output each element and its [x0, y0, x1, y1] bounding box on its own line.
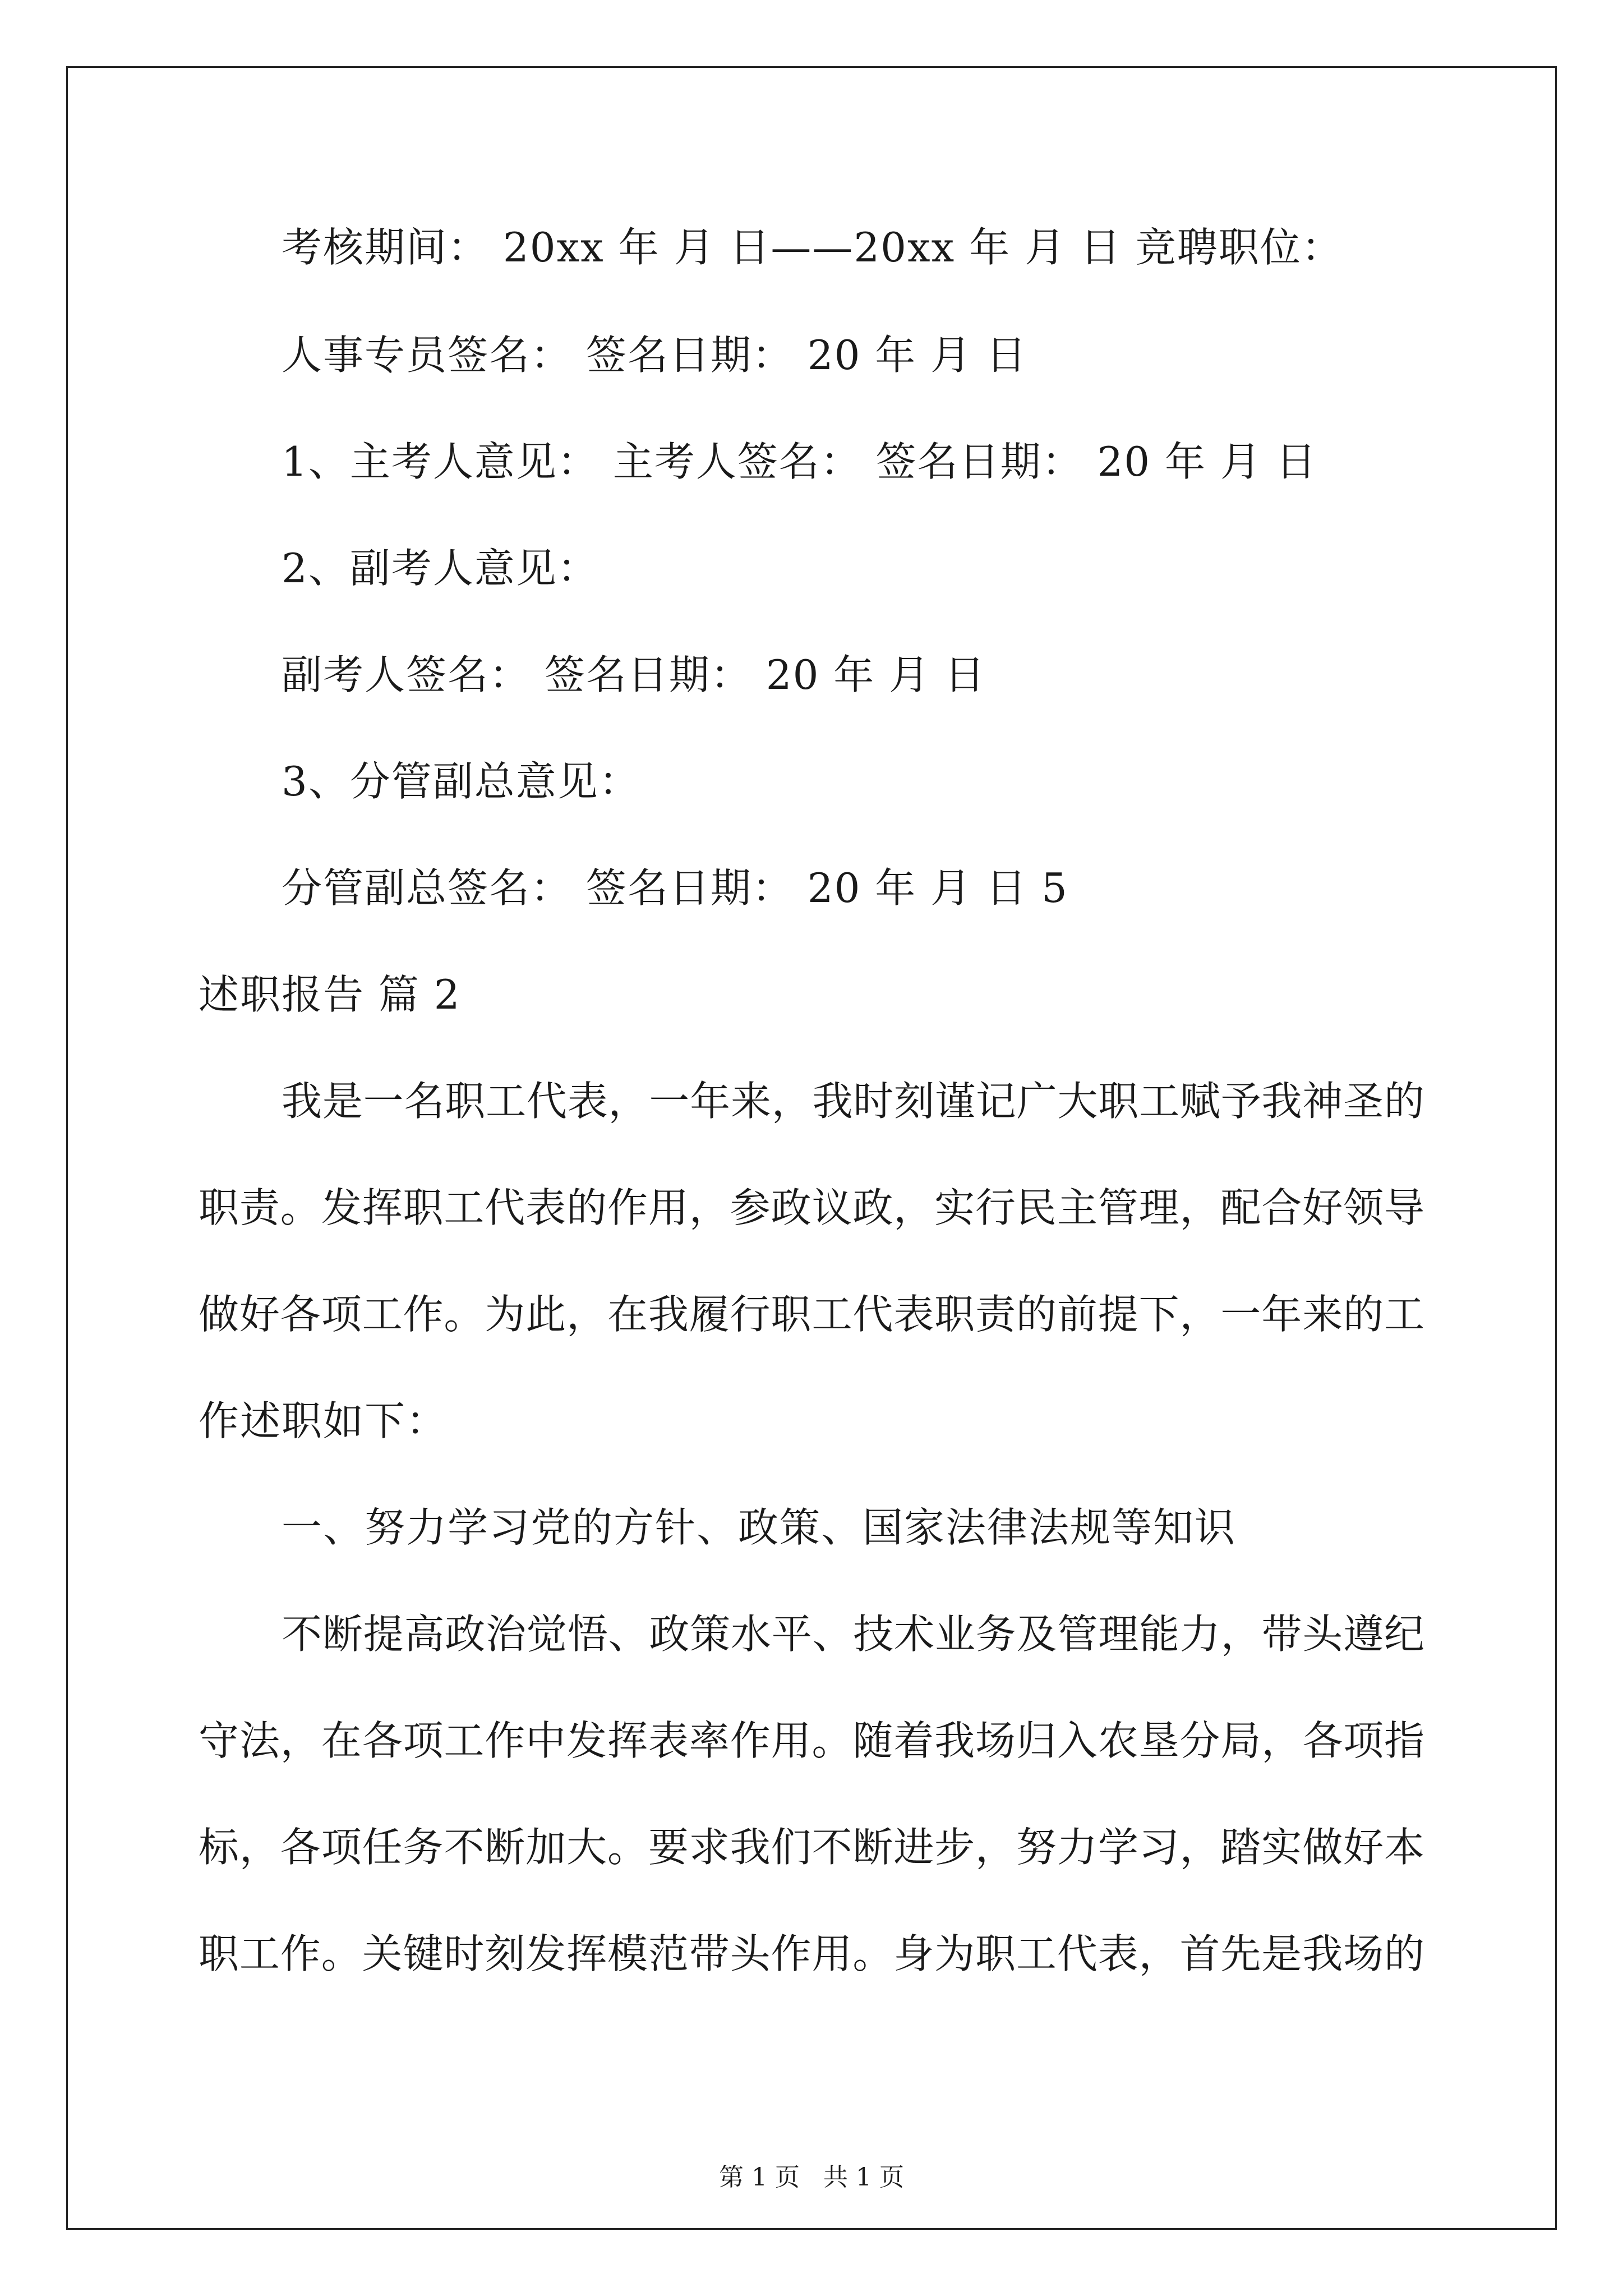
paragraph-line: 作述职如下： — [199, 1397, 448, 1444]
paragraph-line: 不断提高政治觉悟、政策水平、技术业务及管理能力，带头遵纪 — [282, 1611, 1424, 1658]
paragraph-line: 职工作。关键时刻发挥模范带头作用。身为职工代表，首先是我场的 — [199, 1930, 1424, 1977]
paragraph-line: 我是一名职工代表，一年来，我时刻谨记广大职工赋予我神圣的 — [282, 1078, 1424, 1125]
paragraph-line: 做好各项工作。为此，在我履行职工代表职责的前提下，一年来的工 — [199, 1291, 1424, 1338]
page-footer: 第 1 页 共 1 页 — [719, 2163, 904, 2192]
chief-examiner-opinion-line: 1、主考人意见： 主考人签名： 签名日期： 20 年 月 日 — [282, 438, 1317, 485]
page-border — [66, 66, 1557, 2230]
paragraph-line: 守法，在各项工作中发挥表率作用。随着我场归入农垦分局，各项指 — [199, 1717, 1424, 1764]
paragraph-line: 标，各项任务不断加大。要求我们不断进步，努力学习，踏实做好本 — [199, 1824, 1424, 1871]
paragraph-line: 职责。发挥职工代表的作用，参政议政，实行民主管理，配合好领导 — [199, 1184, 1424, 1231]
subheading: 一、努力学习党的方针、政策、国家法律法规等知识 — [282, 1504, 1237, 1551]
section-heading: 述职报告 篇 2 — [199, 971, 461, 1018]
assessment-period-line: 考核期间： 20xx 年 月 日——20xx 年 月 日 竞聘职位： — [282, 224, 1343, 271]
vp-opinion-line: 3、分管副总意见： — [282, 758, 640, 805]
hr-signature-line: 人事专员签名： 签名日期： 20 年 月 日 — [282, 332, 1028, 379]
deputy-examiner-opinion-line: 2、副考人意见： — [282, 545, 599, 592]
vp-signature-line: 分管副总签名： 签名日期： 20 年 月 日 5 — [282, 864, 1068, 912]
deputy-examiner-signature-line: 副考人签名： 签名日期： 20 年 月 日 — [282, 651, 986, 698]
